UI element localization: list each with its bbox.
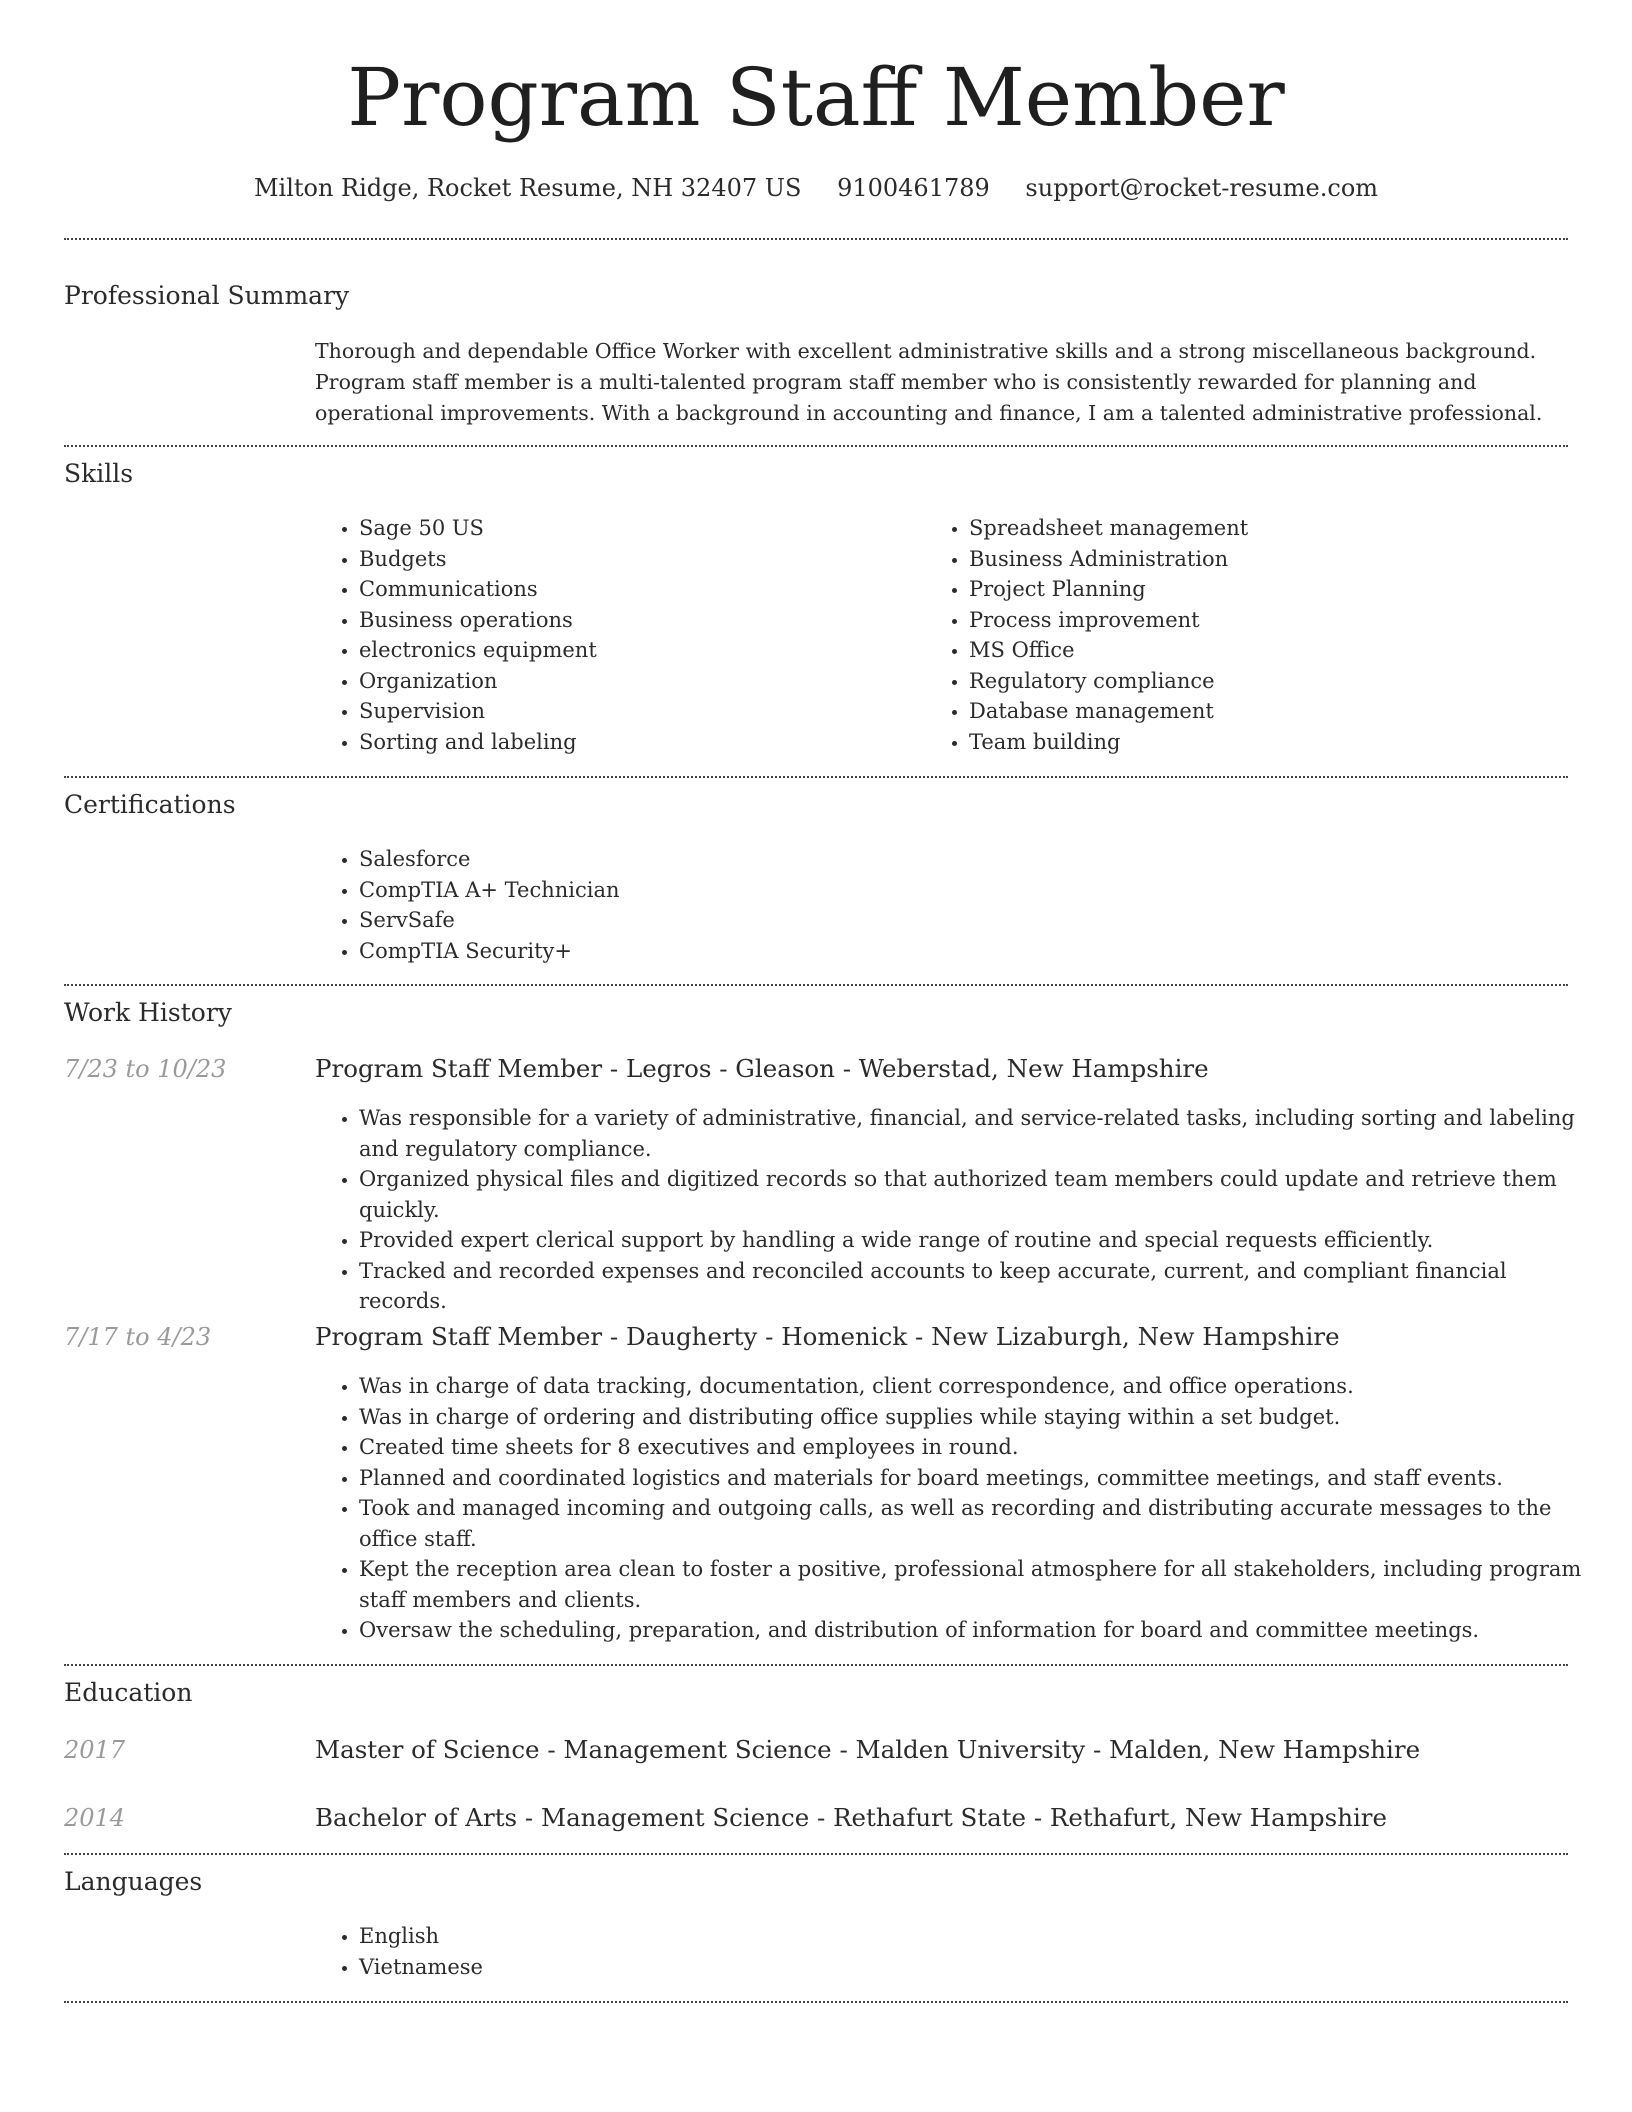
skills-list-right [925,513,1569,757]
list-item: • Spreadsheet management [969,513,1569,544]
divider [64,2001,1568,2003]
contact-address: Milton Ridge, Rocket Resume, NH 32407 US [253,174,802,202]
education-year: 2017 [64,1736,126,1764]
list-item: • Salesforce [359,844,1159,875]
job-dates: 7/23 to 10/23 [64,1055,227,1083]
list-item: • Kept the reception area clean to foster a positive, professional atmosphere for all stakeholders, including program staff members and clients. [359,1554,1599,1615]
list-item: • Tracked and recorded expenses and reconciled accounts to keep accurate, current, and compliant financial records. [359,1256,1599,1317]
list-item: • Regulatory compliance [969,666,1569,697]
section-title-skills: Skills [64,459,134,488]
list-item: • Was in charge of ordering and distributing office supplies while staying within a set budget. [359,1402,1599,1433]
section-title-certifications: Certifications [64,790,236,819]
section-title-summary: Professional Summary [64,281,350,310]
divider [64,1853,1568,1855]
list-item: • Organization [359,666,919,697]
education-year: 2014 [64,1804,126,1832]
list-item: • Was responsible for a variety of administrative, financial, and service-related tasks, including sorting and labeling and regulatory compliance. [359,1103,1599,1164]
list-item: • Oversaw the scheduling, preparation, and distribution of information for board and committee meetings. [359,1615,1599,1646]
education-degree: Master of Science - Management Science - Malden University - Malden, New Hampshire [315,1735,1421,1764]
divider [64,776,1568,778]
contact-line [0,170,1632,206]
list-item: • MS Office [969,635,1569,666]
list-item: • Database management [969,696,1569,727]
list-item: • Process improvement [969,605,1569,636]
list-item: • Provided expert clerical support by handling a wide range of routine and special requests efficiently. [359,1225,1599,1256]
job-title: Program Staff Member - Daugherty - Homenick - New Lizaburgh, New Hampshire [315,1322,1340,1351]
list-item: • Planned and coordinated logistics and materials for board meetings, committee meetings, and staff events. [359,1463,1599,1494]
list-item: • English [359,1921,1159,1952]
certifications-list [315,844,1159,966]
list-item: • Project Planning [969,574,1569,605]
job-bullets [315,1371,1599,1646]
section-title-languages: Languages [64,1867,203,1896]
list-item: • Vietnamese [359,1952,1159,1983]
list-item: • electronics equipment [359,635,919,666]
list-item: • Was in charge of data tracking, documentation, client correspondence, and office operations. [359,1371,1599,1402]
list-item: • Business operations [359,605,919,636]
summary-text: Thorough and dependable Office Worker with excellent administrative skills and a strong miscellaneous background. Program staff member is a multi-talented program staff member who is consistently rewarded for planning and operational improvements. With a background in accounting and finance, I am a talented administrative professional. [315,339,1543,425]
list-item: • Took and managed incoming and outgoing calls, as well as recording and distributing accurate messages to the office staff. [359,1493,1599,1554]
list-item: • ServSafe [359,905,1159,936]
contact-email[interactable]: support@rocket-resume.com [1025,174,1379,202]
divider [64,1664,1568,1666]
section-title-work-history: Work History [64,998,232,1027]
list-item: • Supervision [359,696,919,727]
job-bullets [315,1103,1599,1317]
list-item: • Team building [969,727,1569,758]
list-item: • Organized physical files and digitized records so that authorized team members could update and retrieve them quickly. [359,1164,1599,1225]
skills-list-left [315,513,919,757]
divider [64,984,1568,986]
list-item: • CompTIA Security+ [359,936,1159,967]
section-title-education: Education [64,1678,193,1707]
job-dates: 7/17 to 4/23 [64,1323,212,1351]
languages-list [315,1921,1159,1982]
list-item: • Communications [359,574,919,605]
list-item: • Sage 50 US [359,513,919,544]
list-item: • CompTIA A+ Technician [359,875,1159,906]
list-item: • Business Administration [969,544,1569,575]
contact-phone: 9100461789 [837,174,990,202]
education-degree: Bachelor of Arts - Management Science - Rethafurt State - Rethafurt, New Hampshire [315,1803,1388,1832]
job-title: Program Staff Member - Legros - Gleason - Weberstad, New Hampshire [315,1054,1209,1083]
resume-name: Program Staff Member [347,51,1285,144]
divider [64,445,1568,447]
divider [64,238,1568,240]
list-item: • Sorting and labeling [359,727,919,758]
list-item: • Budgets [359,544,919,575]
list-item: • Created time sheets for 8 executives and employees in round. [359,1432,1599,1463]
